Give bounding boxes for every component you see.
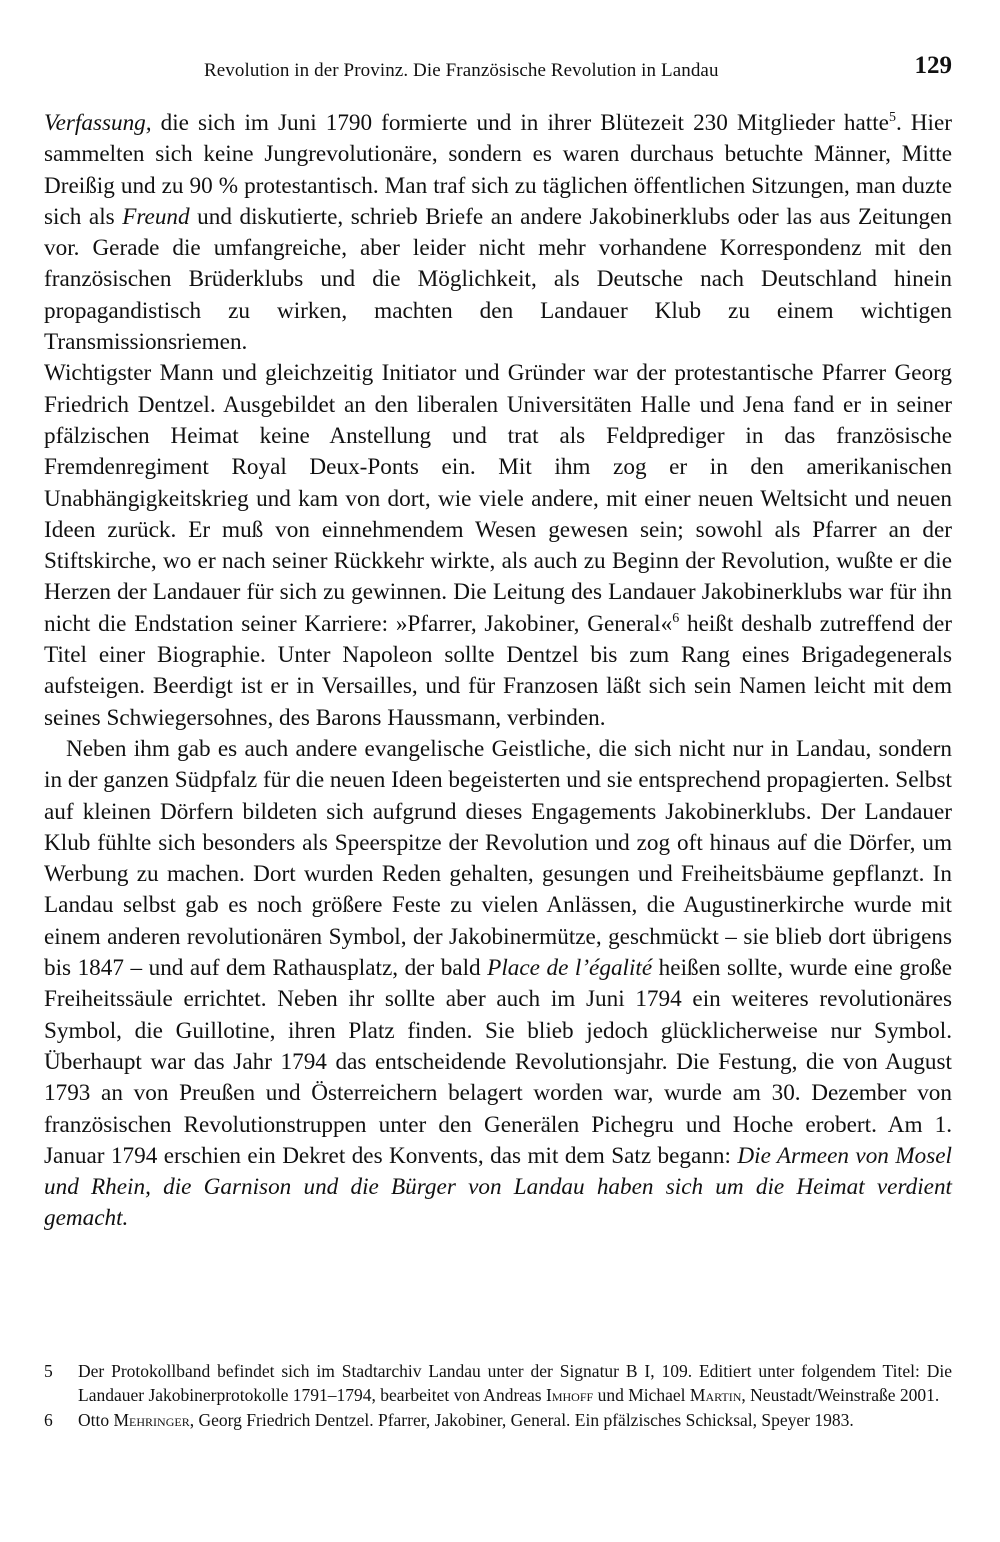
- text-span: heißt deshalb zutreffend der Titel einer Biographie. Unter Napoleon sollte Dentzel bis zum Rang eines Brigadegenerals aufsteigen. Beerdigt ist er in Versailles, und für Franzosen läßt sich sein Namen leicht mit dem seines Schwiegersohnes, des Barons Haussmann, verbinden.: [44, 610, 952, 731]
- text-span: und Michael: [593, 1384, 690, 1405]
- paragraph-1: [44, 108, 952, 358]
- text-span: Wichtigster Mann und gleichzeitig Initiator und Gründer war der protestantische Pfarrer Georg Friedrich Dentzel. Ausgebildet an den liberalen Universitäten Halle und Jena fand er in seiner pfälzischen Heimat keine Anstellung und trat als Feldprediger in das französische Fremdenregiment Royal Deux-Ponts ein. Mit ihm zog er in den amerikanischen Unabhängigkeitskrieg und kam von dort, wie viele andere, mit einer neuen Weltsicht und neuen Ideen zurück. Er muß von einnehmendem Wesen gewesen sein; sowohl als Pfarrer an der Stiftskirche, wo er nach seiner Rückkehr wirkte, als auch zu Beginn der Revolution, wußte er die Herzen der Landauer für sich zu gewinnen. Die Leitung des Landauer Jakobinerklubs war für ihn nicht die Endstation seiner Karriere: »Pfarrer, Jakobiner, General«: [44, 360, 952, 637]
- text-span: heißen sollte, wurde eine große Freiheitssäule errichtet. Neben ihr sollte aber auch im Juni 1794 ein weiteres revolutionäres Symbol, die Guillotine, ihren Platz finden. Sie blieb jedoch glücklicherweise nur Symbol. Überhaupt war das Jahr 1794 das entscheidende Revolutionsjahr. Die Festung, die von August 1793 an von Preußen und Österreichern belagert worden war, wurde am 30. Dezember von französischen Revolutionstruppen unter den Generälen Pichegru und Hoche erobert. Am 1. Januar 1794 erschien ein Dekret des Konvents, das mit dem Satz begann:: [44, 955, 952, 1169]
- author-name: Martin: [689, 1384, 742, 1405]
- footnote-number: 6: [44, 1410, 53, 1430]
- footnote-5: [44, 1360, 952, 1407]
- page-number: 129: [914, 52, 952, 79]
- text-span: Otto: [78, 1410, 114, 1430]
- footnote-number: 5: [44, 1361, 53, 1381]
- running-head: Revolution in der Provinz. Die Französische Revolution in Landau: [204, 60, 719, 81]
- footnote-ref-6: 6: [672, 610, 680, 626]
- footnote-6: [44, 1409, 952, 1433]
- footnotes: [44, 1360, 952, 1435]
- paragraph-3: [44, 734, 952, 1235]
- text-span: , Neustadt/Weinstraße 2001.: [741, 1384, 940, 1405]
- text-span: die sich im Juni 1790 formierte und in ihrer Blütezeit 230 Mitglieder hatte: [151, 110, 889, 136]
- emphasis-text: Place de l’égalité: [487, 955, 653, 982]
- author-name: Mehringer: [113, 1410, 190, 1430]
- text-span: und diskutierte, schrieb Briefe an andere Jakobinerklubs oder las aus Zeitungen vor. Gerade die umfangreiche, aber leider nicht mehr vorhandene Korrespondenz mit den französischen Brüderklubs und die Möglichkeit, als Deutsche nach Deutschland hinein propagandistisch zu wirken, machten den Landauer Klub zu einem wichtigen Transmissionsriemen.: [44, 203, 952, 356]
- body-text: [44, 108, 952, 1235]
- text-span: Der Protokollband befindet sich im Stadtarchiv Landau unter der Signatur B I, 109. Editiert unter folgendem Titel: Die Landauer Jakobinerprotokolle 1791–1794, bearbeitet von Andreas: [78, 1361, 952, 1405]
- page-header: [44, 52, 952, 92]
- author-name: Imhoff: [546, 1384, 594, 1405]
- footnote-ref-5: 5: [888, 110, 896, 125]
- text-span: , Georg Friedrich Dentzel. Pfarrer, Jakobiner, General. Ein pfälzisches Schicksal, Speyer 1983.: [189, 1410, 854, 1430]
- paragraph-2: [44, 358, 952, 734]
- emphasis-text: Freund: [122, 203, 190, 230]
- emphasis-text: Verfassung,: [44, 110, 152, 136]
- text-span: Neben ihm gab es auch andere evangelische Geistliche, die sich nicht nur in Landau, sondern in der ganzen Südpfalz für die neuen Ideen begeisterten und sie entsprechend propagierten. Selbst auf kleinen Dörfern bildeten sich aufgrund dieses Engagements Jakobinerklubs. Der Landauer Klub fühlte sich besonders als Speerspitze der Revolution und zog oft hinaus auf die Dörfer, um Werbung zu machen. Dort wurden Reden gehalten, gesungen und Freiheitsbäume gepflanzt. In Landau selbst gab es noch größere Feste zu vielen Anlässen, die Augustinerkirche wurde mit einem anderen revolutionären Symbol, der Jakobinermütze, geschmückt – sie blieb dort übrigens bis 1847 – und auf dem Rathausplatz, der bald: [44, 735, 952, 982]
- text-span: . Hier sammelten sich keine Jungrevolutionäre, sondern es waren durchaus betuchte Männer, Mitte Dreißig und zu 90 % protestantisch. Man traf sich zu täglichen öffentlichen Sitzungen, man duzte sich als: [44, 110, 953, 230]
- emphasis-text: Die Armeen von Mosel und Rhein, die Garnison und die Bürger von Landau haben sich um die Heimat verdient gemacht.: [44, 1142, 952, 1232]
